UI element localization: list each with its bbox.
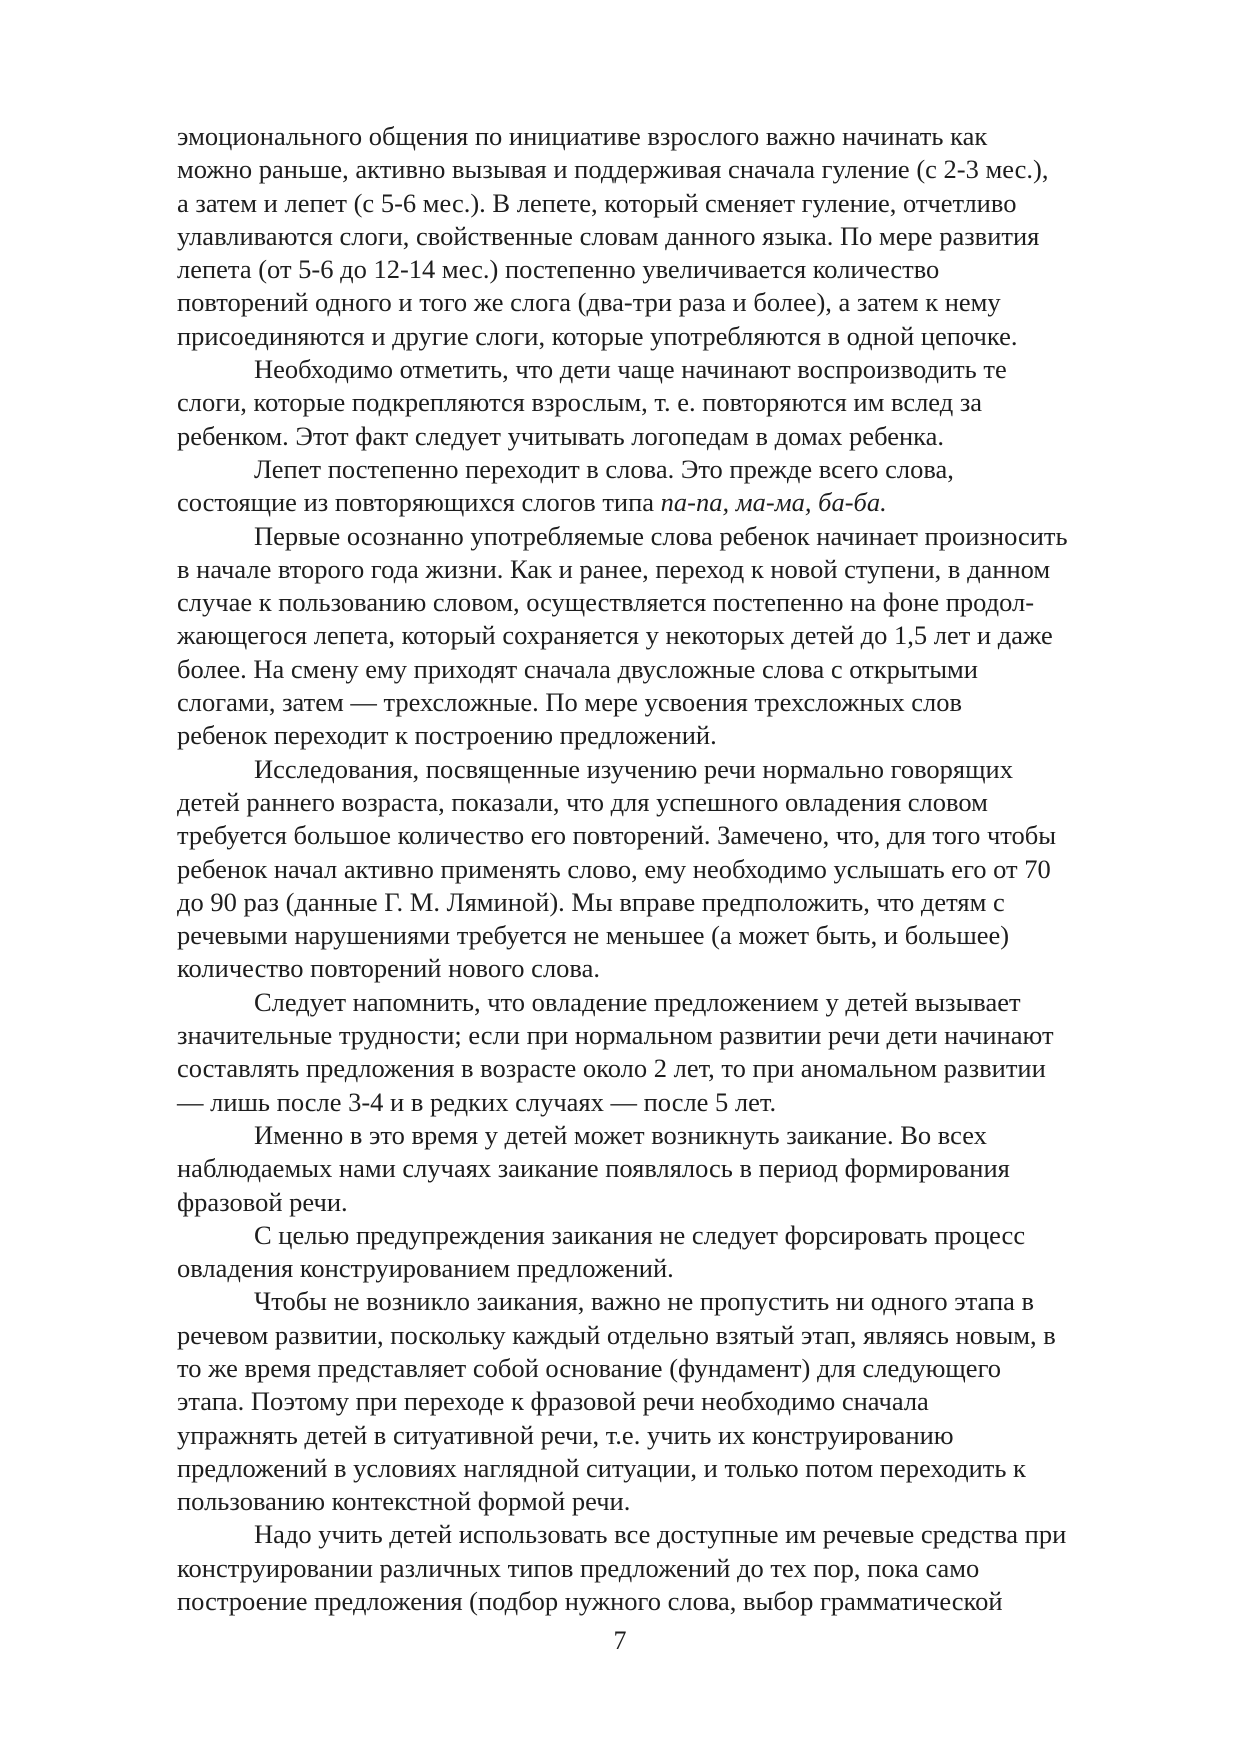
- text-line: наблюдаемых нами случаях заикание появлялось в период формирования: [177, 1153, 1010, 1184]
- text-line: — лишь после 3-4 и в редких случаях — после 5 лет.: [177, 1086, 777, 1117]
- text-line: Следует напомнить, что овладение предложением у детей вызывает: [254, 986, 1021, 1017]
- text-line: конструировании различных типов предложений до тех пор, пока само: [177, 1552, 980, 1583]
- text-line: присоединяются и другие слоги, которые употребляются в одной цепочке.: [177, 320, 1018, 351]
- text-line: Необходимо отметить, что дети чаще начинают воспроизводить те: [254, 354, 1007, 385]
- text-line: ребенок переходит к построению предложений.: [177, 720, 717, 751]
- text-line: жающегося лепета, который сохраняется у некоторых детей до 1,5 лет и даже: [177, 620, 1053, 651]
- text-line: требуется большое количество его повторений. Замечено, что, для того чтобы: [177, 820, 1057, 851]
- text-line: С целью предупреждения заикания не следует форсировать процесс: [254, 1219, 1026, 1250]
- paragraph-9: [177, 1285, 1155, 1518]
- paragraph-5: [177, 753, 1155, 986]
- text-line: случае к пользованию словом, осуществляется постепенно на фоне продол-: [177, 587, 1035, 618]
- text-line: речевом развитии, поскольку каждый отдельно взятый этап, являясь новым, в: [177, 1319, 1056, 1350]
- text-line: лепета (от 5-6 до 12-14 мес.) постепенно увеличивается количество: [177, 254, 940, 285]
- text-line: Надо учить детей использовать все доступные им речевые средства при: [254, 1519, 1067, 1550]
- italic-example-syllables: па-па, ма-ма, ба-ба.: [660, 487, 887, 518]
- text-line: более. На смену ему приходят сначала двусложные слова с открытыми: [177, 653, 978, 684]
- text-line: то же время представляет собой основание (фундамент) для следующего: [177, 1352, 1002, 1383]
- paragraph-7: [177, 1119, 1155, 1219]
- text-line: слоги, которые подкрепляются взрослым, т. е. повторяются им вслед за: [177, 387, 983, 418]
- text-line: значительные трудности; если при нормальном развитии речи дети начинают: [177, 1020, 1054, 1051]
- text-line: количество повторений нового слова.: [177, 953, 600, 984]
- paragraph-8: [177, 1219, 1155, 1286]
- text-line: повторений одного и того же слога (два-три раза и более), а затем к нему: [177, 287, 1001, 318]
- body-text: [177, 120, 1155, 1618]
- paragraph-4: [177, 520, 1155, 753]
- text-line: ребенок начал активно применять слово, ему необходимо услышать его от 70: [177, 853, 1051, 884]
- text-line: составлять предложения в возрасте около 2 лет, то при аномальном развитии: [177, 1053, 1046, 1084]
- text-line: Именно в это время у детей может возникнуть заикание. Во всех: [254, 1119, 987, 1150]
- text-line: овладения конструированием предложений.: [177, 1253, 674, 1284]
- text-line: Лепет постепенно переходит в слова. Это прежде всего слова,: [254, 453, 954, 484]
- text-line: Первые осознанно употребляемые слова ребенок начинает произносить: [254, 520, 1068, 551]
- text-line: детей раннего возраста, показали, что для успешного овладения словом: [177, 786, 988, 817]
- text-run: состоящие из повторяющихся слогов типа: [177, 487, 661, 518]
- text-line: ребенком. Этот факт следует учитывать логопедам в домах ребенка.: [177, 420, 945, 451]
- text-line: речевыми нарушениями требуется не меньшее (а может быть, и большее): [177, 920, 1010, 951]
- text-line: упражнять детей в ситуативной речи, т.е. учить их конструированию: [177, 1419, 954, 1450]
- text-line: а затем и лепет (с 5-6 мес.). В лепете, который сменяет гуление, отчетливо: [177, 187, 1017, 218]
- text-line: предложений в условиях наглядной ситуации, и только потом переходить к: [177, 1452, 1026, 1483]
- text-line: слогами, затем — трехсложные. По мере усвоения трехсложных слов: [177, 687, 962, 718]
- text-line: Чтобы не возникло заикания, важно не пропустить ни одного этапа в: [254, 1286, 1035, 1317]
- page-number: 7: [613, 1626, 627, 1655]
- text-line: до 90 раз (данные Г. М. Ляминой). Мы вправе предположить, что детям с: [177, 886, 1005, 917]
- text-line: пользованию контекстной формой речи.: [177, 1486, 631, 1517]
- text-line: эмоционального общения по инициативе взрослого важно начинать как: [177, 121, 988, 151]
- text-line: построение предложения (подбор нужного слова, выбор грамматической: [177, 1586, 1003, 1617]
- text-line: улавливаются слоги, свойственные словам данного языка. По мере развития: [177, 220, 1040, 251]
- text-line: [177, 486, 1155, 519]
- text-line: этапа. Поэтому при переходе к фразовой речи необходимо сначала: [177, 1386, 929, 1417]
- paragraph-10: [177, 1518, 1155, 1618]
- text-line: в начале второго года жизни. Как и ранее, переход к новой ступени, в данном: [177, 553, 1051, 584]
- paragraph-1: [177, 120, 1155, 353]
- text-line: фразовой речи.: [177, 1186, 348, 1217]
- text-line: можно раньше, активно вызывая и поддерживая сначала гуление (с 2-3 мес.),: [177, 154, 1049, 185]
- text-line: Исследования, посвященные изучению речи нормально говорящих: [254, 753, 1013, 784]
- paragraph-3: [177, 453, 1155, 520]
- paragraph-6: [177, 986, 1155, 1119]
- paragraph-2: [177, 353, 1155, 453]
